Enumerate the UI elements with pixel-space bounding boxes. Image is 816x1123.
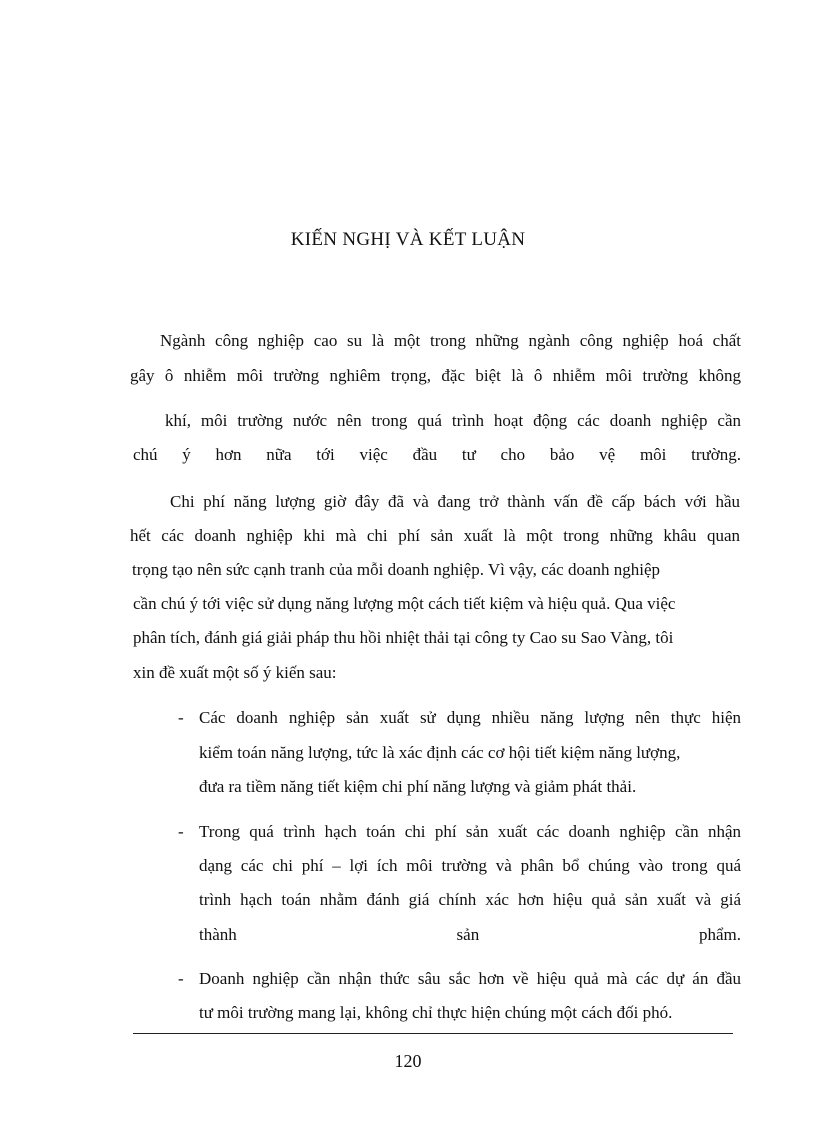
bullet-line: tư môi trường mang lại, không chỉ thực hiện chúng một cách đối phó. (199, 1003, 673, 1022)
bullet-line: thành sản phẩm. (199, 925, 741, 944)
paragraph-line: phân tích, đánh giá giải pháp thu hồi nhiệt thải tại công ty Cao su Sao Vàng, tôi (133, 628, 674, 647)
bullet-line: Doanh nghiệp cần nhận thức sâu sắc hơn về hiệu quả mà các dự án đầu (199, 969, 741, 988)
page-number: 120 (394, 1051, 422, 1071)
bullet-line: Các doanh nghiệp sản xuất sử dụng nhiều năng lượng nên thực hiện (199, 708, 741, 727)
page-title: KIẾN NGHỊ VÀ KẾT LUẬN (290, 229, 526, 250)
paragraph-line: cần chú ý tới việc sử dụng năng lượng một cách tiết kiệm và hiệu quả. Qua việc (133, 594, 676, 613)
paragraph-line: khí, môi trường nước nên trong quá trình hoạt động các doanh nghiệp cần (165, 411, 741, 430)
paragraph-line: chú ý hơn nữa tới việc đầu tư cho bảo vệ môi trường. (133, 445, 741, 464)
paragraph-line: Chi phí năng lượng giờ đây đã và đang trở thành vấn đề cấp bách với hầu (170, 492, 740, 511)
paragraph-line: trọng tạo nên sức cạnh tranh của mỗi doanh nghiệp. Vì vậy, các doanh nghiệp (132, 560, 661, 579)
bullet-dash: - (178, 822, 184, 841)
footer-rule (133, 1033, 733, 1034)
paragraph-line: xin đề xuất một số ý kiến sau: (133, 663, 337, 682)
bullet-line: đưa ra tiềm năng tiết kiệm chi phí năng lượng và giảm phát thải. (199, 777, 637, 796)
paragraph-line: gây ô nhiễm môi trường nghiêm trọng, đặc biệt là ô nhiễm môi trường không (130, 366, 741, 385)
bullet-line: dạng các chi phí – lợi ích môi trường và phân bổ chúng vào trong quá (199, 856, 741, 875)
bullet-dash: - (178, 969, 184, 988)
paragraph-line: hết các doanh nghiệp khi mà chi phí sản xuất là một trong những khâu quan (130, 526, 740, 545)
bullet-line: trình hạch toán nhằm đánh giá chính xác hơn hiệu quả sản xuất và giá (199, 890, 741, 909)
bullet-line: kiểm toán năng lượng, tức là xác định các cơ hội tiết kiệm năng lượng, (199, 743, 681, 762)
bullet-line: Trong quá trình hạch toán chi phí sản xuất các doanh nghiệp cần nhận (199, 822, 741, 841)
paragraph-line: Ngành công nghiệp cao su là một trong những ngành công nghiệp hoá chất (160, 331, 741, 350)
bullet-dash: - (178, 708, 184, 727)
